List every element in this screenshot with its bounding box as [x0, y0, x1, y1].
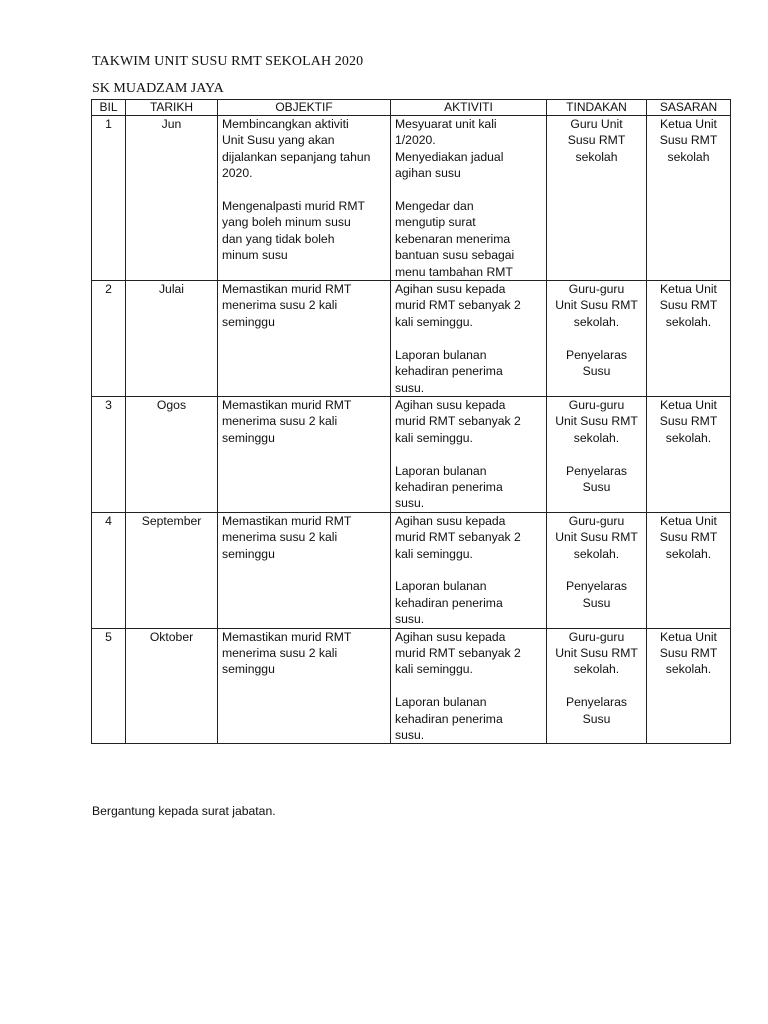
header-objektif: OBJEKTIF — [218, 100, 391, 116]
cell-bil: 2 — [92, 281, 126, 397]
cell-objektif: Memastikan murid RMT menerima susu 2 kali seminggu — [218, 512, 391, 628]
cell-aktiviti: Agihan susu kepada murid RMT sebanyak 2 kali seminggu. Laporan bulanan kehadiran penerima susu. — [391, 281, 547, 397]
table-row — [92, 116, 731, 281]
cell-sasaran: Ketua Unit Susu RMT sekolah — [647, 116, 731, 281]
cell-bil: 3 — [92, 396, 126, 512]
cell-aktiviti: Mesyuarat unit kali 1/2020. Menyediakan jadual agihan susu Mengedar dan mengutip surat kebenaran menerima bantuan susu sebagai menu tambahan RMT — [391, 116, 547, 281]
document-title: TAKWIM UNIT SUSU RMT SEKOLAH 2020 — [92, 54, 364, 69]
cell-tarikh: Jun — [126, 116, 218, 281]
header-tindakan: TINDAKAN — [547, 100, 647, 116]
cell-bil: 5 — [92, 628, 126, 744]
cell-aktiviti: Agihan susu kepada murid RMT sebanyak 2 kali seminggu. Laporan bulanan kehadiran penerima susu. — [391, 396, 547, 512]
header-sasaran: SASARAN — [647, 100, 731, 116]
cell-aktiviti: Agihan susu kepada murid RMT sebanyak 2 kali seminggu. Laporan bulanan kehadiran penerima susu. — [391, 512, 547, 628]
header-tarikh: TARIKH — [126, 100, 218, 116]
cell-tindakan: Guru-guru Unit Susu RMT sekolah. Penyelaras Susu — [547, 628, 647, 744]
cell-aktiviti: Agihan susu kepada murid RMT sebanyak 2 kali seminggu. Laporan bulanan kehadiran penerima susu. — [391, 628, 547, 744]
cell-sasaran: Ketua Unit Susu RMT sekolah. — [647, 281, 731, 397]
cell-objektif: Memastikan murid RMT menerima susu 2 kali seminggu — [218, 396, 391, 512]
table-row — [92, 396, 731, 512]
table-header — [92, 100, 731, 116]
header-bil: BIL — [92, 100, 126, 116]
cell-objektif: Memastikan murid RMT menerima susu 2 kali seminggu — [218, 281, 391, 397]
cell-tarikh: Ogos — [126, 396, 218, 512]
table-row — [92, 628, 731, 744]
table-body — [92, 116, 731, 744]
cell-objektif: Membincangkan aktiviti Unit Susu yang akan dijalankan sepanjang tahun 2020. Mengenalpasti murid RMT yang boleh minum susu dan yang tidak boleh minum susu — [218, 116, 391, 281]
cell-tindakan: Guru-guru Unit Susu RMT sekolah. Penyelaras Susu — [547, 281, 647, 397]
cell-sasaran: Ketua Unit Susu RMT sekolah. — [647, 512, 731, 628]
cell-sasaran: Ketua Unit Susu RMT sekolah. — [647, 628, 731, 744]
header-aktiviti: AKTIVITI — [391, 100, 547, 116]
table-row — [92, 281, 731, 397]
takwim-table — [91, 99, 731, 744]
cell-objektif: Memastikan murid RMT menerima susu 2 kali seminggu — [218, 628, 391, 744]
cell-tarikh: Julai — [126, 281, 218, 397]
header-row — [92, 100, 731, 116]
cell-bil: 4 — [92, 512, 126, 628]
footer-note: Bergantung kepada surat jabatan. — [92, 804, 276, 818]
cell-tarikh: September — [126, 512, 218, 628]
cell-bil: 1 — [92, 116, 126, 281]
table-row — [92, 512, 731, 628]
cell-tarikh: Oktober — [126, 628, 218, 744]
cell-sasaran: Ketua Unit Susu RMT sekolah. — [647, 396, 731, 512]
school-name: SK MUADZAM JAYA — [92, 81, 224, 96]
cell-tindakan: Guru-guru Unit Susu RMT sekolah. Penyelaras Susu — [547, 396, 647, 512]
cell-tindakan: Guru-guru Unit Susu RMT sekolah. Penyelaras Susu — [547, 512, 647, 628]
cell-tindakan: Guru Unit Susu RMT sekolah — [547, 116, 647, 281]
